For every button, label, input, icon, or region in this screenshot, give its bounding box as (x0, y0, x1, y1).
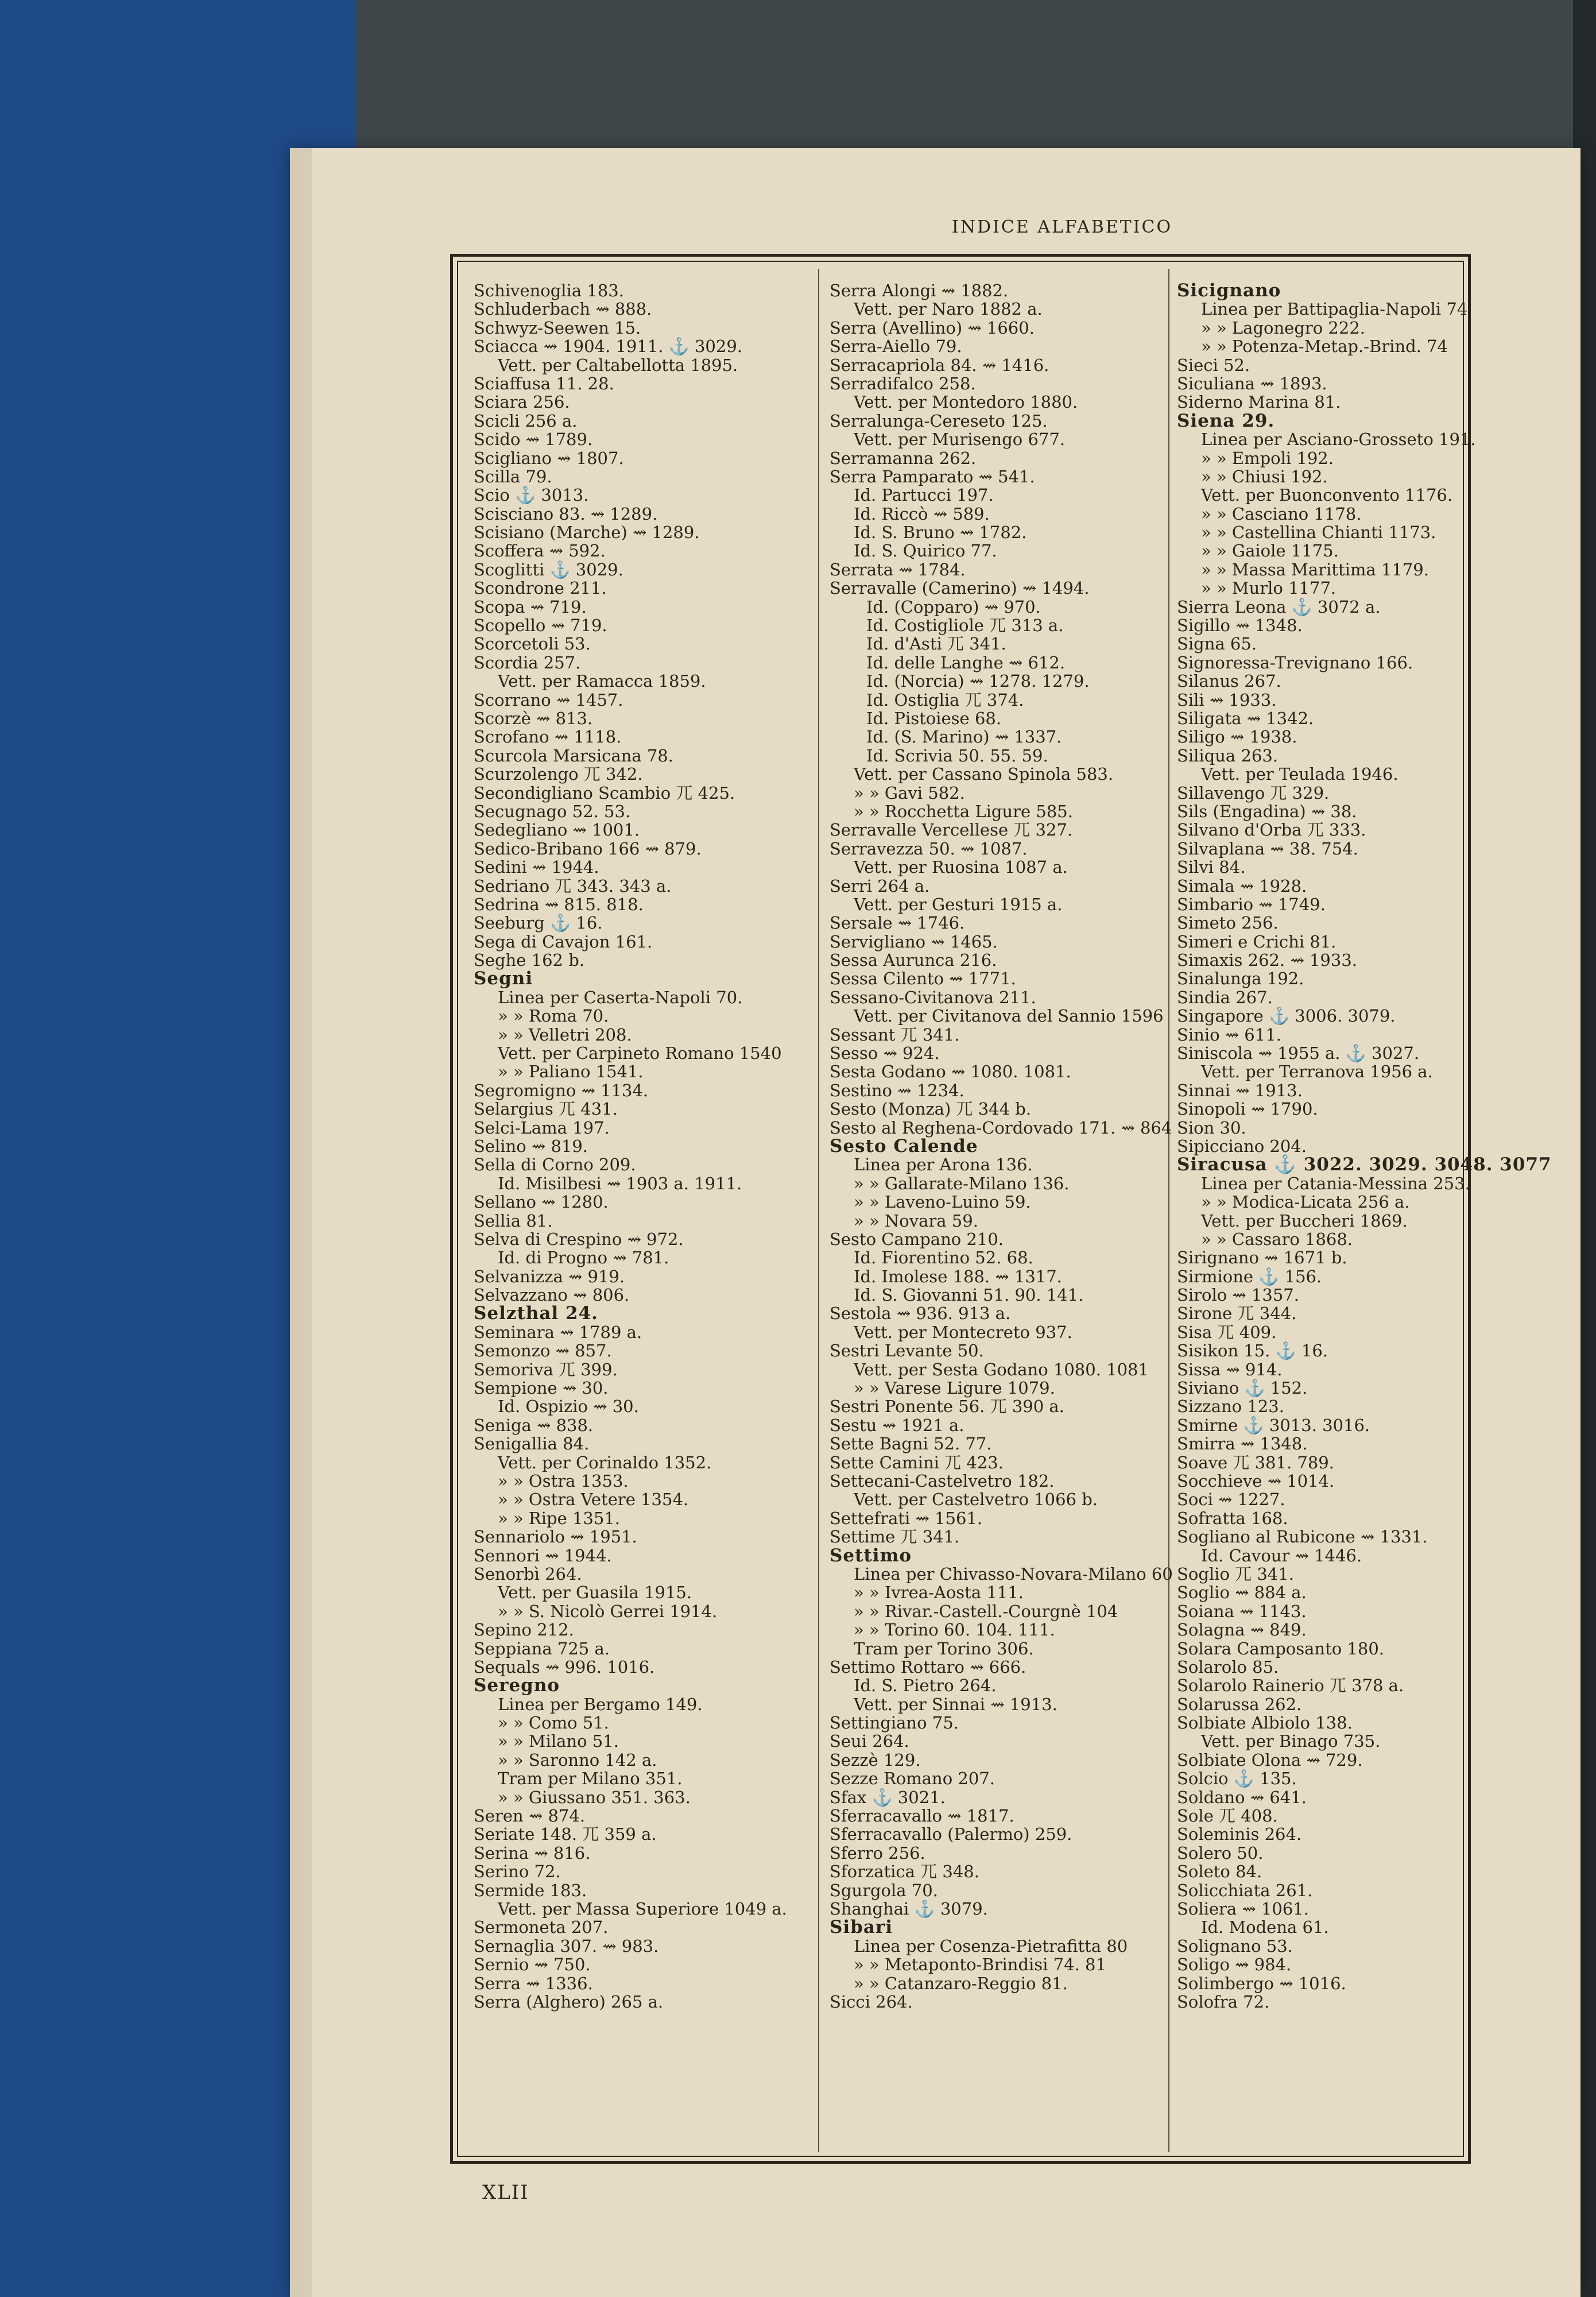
index-entry: Sesso ⇝ 924. (830, 1043, 940, 1064)
index-entry: Serri 264 a. (830, 876, 930, 896)
index-entry: Serralunga-Cereseto 125. (830, 411, 1048, 431)
index-entry: Settefrati ⇝ 1561. (830, 1508, 983, 1528)
index-entry: Selargius 兀 431. (474, 1099, 618, 1119)
index-entry: Secugnago 52. 53. (474, 801, 631, 821)
index-entry: Solara Camposanto 180. (1177, 1638, 1385, 1658)
index-entry: Sennori ⇝ 1944. (474, 1545, 612, 1565)
index-entry: Sion 30. (1177, 1117, 1246, 1138)
index-entry: Selino ⇝ 819. (474, 1136, 588, 1156)
page-number: XLII (482, 2181, 529, 2204)
index-entry: » » Roma 70. (498, 1006, 609, 1026)
index-entry: Sega di Cavajon 161. (474, 931, 653, 952)
index-entry: Sernio ⇝ 750. (474, 1955, 591, 1975)
index-entry: Vett. per Binago 735. (1201, 1731, 1381, 1751)
index-entry: Id. (Copparo) ⇝ 970. (866, 597, 1041, 617)
index-entry: Sessant 兀 341. (830, 1024, 960, 1045)
index-entry: Sieci 52. (1177, 355, 1250, 375)
page-title: INDICE ALFABETICO (951, 217, 1173, 237)
index-entry: Solicchiata 261. (1177, 1880, 1313, 1900)
index-entry: Scorcetoli 53. (474, 634, 591, 654)
index-entry: » » Chiusi 192. (1201, 466, 1328, 486)
index-entry: Settime 兀 341. (830, 1527, 960, 1547)
index-entry: Sferracavallo ⇝ 1817. (830, 1806, 1014, 1826)
index-entry: Selvazzano ⇝ 806. (474, 1285, 630, 1305)
index-entry: Sgurgola 70. (830, 1880, 938, 1900)
index-entry: Seren ⇝ 874. (474, 1806, 586, 1826)
index-entry: Serravalle Vercellese 兀 327. (830, 820, 1073, 840)
index-entry: Siniscola ⇝ 1955 a. ⚓ 3027. (1177, 1043, 1420, 1064)
index-entry: Sole 兀 408. (1177, 1806, 1278, 1826)
index-entry: Linea per Caserta-Napoli 70. (498, 987, 743, 1007)
index-entry: Signa 65. (1177, 634, 1257, 654)
index-entry: Serracapriola 84. ⇝ 1416. (830, 355, 1049, 375)
index-entry: Serra-Aiello 79. (830, 337, 962, 357)
index-entry: Vett. per Teulada 1946. (1201, 764, 1399, 784)
index-entry: Sirmione ⚓ 156. (1177, 1266, 1322, 1286)
index-entry: Sirone 兀 344. (1177, 1304, 1297, 1324)
index-entry: Settecani-Castelvetro 182. (830, 1471, 1055, 1491)
index-entry: Sedriano 兀 343. 343 a. (474, 876, 672, 896)
index-entry: Serra (Alghero) 265 a. (474, 1991, 664, 2012)
index-entry: Servigliano ⇝ 1465. (830, 931, 998, 952)
index-entry: Schluderbach ⇝ 888. (474, 299, 652, 319)
column-divider (1168, 269, 1169, 2152)
index-entry: Sofratta 168. (1177, 1508, 1288, 1528)
index-entry: Vett. per Terranova 1956 a. (1201, 1062, 1433, 1082)
index-entry: Vett. per Montecreto 937. (854, 1322, 1072, 1342)
index-entry: Vett. per Sesta Godano 1080. 1081 (854, 1359, 1149, 1379)
index-entry: Sezzè 129. (830, 1750, 921, 1770)
index-entry: Sinopoli ⇝ 1790. (1177, 1099, 1318, 1119)
index-entry: Id. S. Giovanni 51. 90. 141. (854, 1285, 1084, 1305)
index-entry: » » Ripe 1351. (498, 1508, 620, 1528)
index-entry: Id. Fiorentino 52. 68. (854, 1248, 1033, 1268)
index-entry: » » Murlo 1177. (1201, 578, 1337, 598)
index-entry: Linea per Battipaglia-Napoli 74 (1201, 299, 1468, 319)
index-entry: Senigallia 84. (474, 1434, 590, 1454)
index-entry: Sellano ⇝ 1280. (474, 1192, 609, 1212)
index-entry: Vett. per Ramacca 1859. (498, 671, 706, 691)
index-entry: Solbiate Albiolo 138. (1177, 1713, 1353, 1733)
index-entry: Sedrina ⇝ 815. 818. (474, 894, 644, 914)
index-entry: Sesto al Reghena-Cordovado 171. ⇝ 864 (830, 1117, 1172, 1138)
index-entry: Scondrone 211. (474, 578, 607, 598)
index-entry: Sicignano (1177, 280, 1281, 301)
index-entry: Sestri Ponente 56. 兀 390 a. (830, 1397, 1064, 1417)
index-entry: Vett. per Buccheri 1869. (1201, 1211, 1408, 1231)
index-entry: Sillavengo 兀 329. (1177, 783, 1330, 803)
index-entry: » » Laveno-Luino 59. (854, 1192, 1031, 1212)
index-entry: Sella di Corno 209. (474, 1155, 636, 1175)
index-entry: Scilla 79. (474, 466, 552, 486)
index-entry: Silvaplana ⇝ 38. 754. (1177, 838, 1358, 859)
index-entry: Solcio ⚓ 135. (1177, 1769, 1297, 1789)
index-entry: Linea per Cosenza-Pietrafitta 80 (854, 1936, 1128, 1956)
index-entry: Sirolo ⇝ 1357. (1177, 1285, 1299, 1305)
index-entry: Serramanna 262. (830, 448, 977, 468)
index-entry: Sepino 212. (474, 1620, 574, 1640)
index-entry: Sessa Aurunca 216. (830, 950, 997, 970)
index-entry: » » Velletri 208. (498, 1024, 632, 1045)
index-entry: Scicli 256 a. (474, 411, 578, 431)
index-entry: Sennariolo ⇝ 1951. (474, 1527, 637, 1547)
index-entry: Sinio ⇝ 611. (1177, 1024, 1281, 1045)
index-entry: Sedico-Bribano 166 ⇝ 879. (474, 838, 702, 859)
index-entry: Scio ⚓ 3013. (474, 485, 589, 505)
index-entry: Vett. per Cassano Spinola 583. (854, 764, 1114, 784)
index-entry: Settingiano 75. (830, 1713, 959, 1733)
index-entry: Solignano 53. (1177, 1936, 1293, 1956)
index-entry: Soligo ⇝ 984. (1177, 1955, 1292, 1975)
index-entry: Soglio 兀 341. (1177, 1564, 1294, 1584)
index-entry: Vett. per Guasila 1915. (498, 1583, 692, 1603)
index-entry: » » Castellina Chianti 1173. (1201, 523, 1436, 543)
index-entry: Smirra ⇝ 1348. (1177, 1434, 1308, 1454)
index-entry: Seghe 162 b. (474, 950, 585, 970)
index-entry: Id. Ospizio ⇝ 30. (498, 1397, 639, 1417)
index-entry: Sezze Romano 207. (830, 1769, 995, 1789)
index-entry: Sesto Campano 210. (830, 1229, 1004, 1249)
index-entry: Serra ⇝ 1336. (474, 1973, 593, 1993)
index-entry: Id. Modena 61. (1201, 1917, 1329, 1938)
index-entry: Simala ⇝ 1928. (1177, 876, 1307, 896)
index-entry: Serra Pamparato ⇝ 541. (830, 466, 1035, 486)
index-entry: Vett. per Murisengo 677. (854, 430, 1066, 450)
index-entry: Vett. per Carpineto Romano 1540 (498, 1043, 782, 1064)
index-entry: Sette Camini 兀 423. (830, 1452, 1004, 1472)
index-entry: Settimo (830, 1545, 912, 1566)
index-entry: Id. Cavour ⇝ 1446. (1201, 1545, 1362, 1565)
index-entry: » » Empoli 192. (1201, 448, 1334, 468)
index-entry: Semoriva 兀 399. (474, 1359, 618, 1379)
index-entry: Scigliano ⇝ 1807. (474, 448, 624, 468)
index-entry: Siligata ⇝ 1342. (1177, 708, 1314, 728)
index-entry: Scrofano ⇝ 1118. (474, 727, 622, 747)
index-entry: Sicci 264. (830, 1991, 913, 2012)
index-entry: » » Catanzaro-Reggio 81. (854, 1973, 1068, 1993)
index-entry: Sindia 267. (1177, 987, 1273, 1007)
index-entry: Vett. per Corinaldo 1352. (498, 1452, 712, 1472)
index-entry: Id. S. Quirico 77. (854, 541, 997, 561)
index-entry: » » Lagonegro 222. (1201, 318, 1366, 338)
index-entry: Sette Bagni 52. 77. (830, 1434, 992, 1454)
index-entry: » » Como 51. (498, 1713, 609, 1733)
index-entry: Scoglitti ⚓ 3029. (474, 559, 623, 579)
index-entry: Linea per Asciano-Grosseto 191. (1201, 430, 1476, 450)
index-entry: Sisikon 15. ⚓ 16. (1177, 1341, 1328, 1361)
index-entry: Sigillo ⇝ 1348. (1177, 616, 1303, 636)
index-entry: Sisa 兀 409. (1177, 1322, 1277, 1342)
index-entry: Smirne ⚓ 3013. 3016. (1177, 1415, 1370, 1435)
index-column-1 (474, 281, 807, 2011)
index-entry: Solarolo Rainerio 兀 378 a. (1177, 1676, 1404, 1696)
index-entry: Vett. per Ruosina 1087 a. (854, 857, 1068, 877)
column-divider (818, 269, 819, 2152)
index-entry: Tram per Torino 306. (854, 1638, 1034, 1658)
index-entry: Id. Costigliole 兀 313 a. (866, 616, 1064, 636)
index-entry: » » Saronno 142 a. (498, 1750, 657, 1770)
index-entry: Simbario ⇝ 1749. (1177, 894, 1326, 914)
index-entry: Id. delle Langhe ⇝ 612. (866, 652, 1066, 672)
index-entry: Sermoneta 207. (474, 1917, 609, 1938)
index-entry: Simeto 256. (1177, 913, 1279, 933)
index-entry: » » Massa Marittima 1179. (1201, 559, 1429, 579)
index-entry: Sibari (830, 1917, 893, 1938)
index-entry: Id. Misilbesi ⇝ 1903 a. 1911. (498, 1173, 742, 1193)
index-entry: Id. Scrivia 50. 55. 59. (866, 745, 1048, 765)
index-entry: Scorzè ⇝ 813. (474, 708, 593, 728)
index-entry: Sedegliano ⇝ 1001. (474, 820, 640, 840)
index-entry: » » Rivar.-Castell.-Courgnè 104 (854, 1601, 1118, 1621)
index-entry: Siculiana ⇝ 1893. (1177, 373, 1327, 393)
index-entry: Socchieve ⇝ 1014. (1177, 1471, 1335, 1491)
index-entry: Sesto (Monza) 兀 344 b. (830, 1099, 1032, 1119)
index-entry: Sessa Cilento ⇝ 1771. (830, 969, 1016, 989)
index-entry: Sempione ⇝ 30. (474, 1378, 609, 1398)
index-entry: Id. (Norcia) ⇝ 1278. 1279. (866, 671, 1090, 691)
index-entry: Sferracavallo (Palermo) 259. (830, 1824, 1072, 1844)
index-entry: Vett. per Buonconvento 1176. (1201, 485, 1453, 505)
index-entry: Serra (Avellino) ⇝ 1660. (830, 318, 1035, 338)
index-entry: Solarolo 85. (1177, 1657, 1279, 1677)
index-entry: Vett. per Civitanova del Sannio 1596 (854, 1006, 1164, 1026)
index-entry: Sesta Godano ⇝ 1080. 1081. (830, 1062, 1071, 1082)
index-entry: Selvanizza ⇝ 919. (474, 1266, 625, 1286)
index-entry: Sogliano al Rubicone ⇝ 1331. (1177, 1527, 1428, 1547)
index-entry: Vett. per Montedoro 1880. (854, 392, 1078, 412)
index-entry: Sinnai ⇝ 1913. (1177, 1080, 1303, 1100)
index-entry: Schivenoglia 183. (474, 281, 624, 300)
index-entry: » » Giussano 351. 363. (498, 1787, 691, 1807)
index-entry: » » Ostra Vetere 1354. (498, 1490, 689, 1510)
index-entry: Settimo Rottaro ⇝ 666. (830, 1657, 1026, 1677)
index-entry: Simaxis 262. ⇝ 1933. (1177, 950, 1357, 970)
index-entry: » » Milano 51. (498, 1731, 619, 1751)
index-entry: Vett. per Caltabellotta 1895. (498, 355, 738, 375)
index-entry: Seniga ⇝ 838. (474, 1415, 594, 1435)
index-entry: Soci ⇝ 1227. (1177, 1490, 1285, 1510)
index-entry: Siligo ⇝ 1938. (1177, 727, 1297, 747)
index-entry: Solagna ⇝ 849. (1177, 1620, 1307, 1640)
index-entry: Seminara ⇝ 1789 a. (474, 1322, 642, 1342)
index-entry: Solimbergo ⇝ 1016. (1177, 1973, 1346, 1993)
index-entry: Scisciano 83. ⇝ 1289. (474, 504, 658, 524)
index-entry: Serravezza 50. ⇝ 1087. (830, 838, 1028, 859)
index-entry: Solbiate Olona ⇝ 729. (1177, 1750, 1363, 1770)
index-entry: Siracusa ⚓ 3022. 3029. 3048. 3077 (1177, 1154, 1552, 1175)
index-entry: Id. S. Bruno ⇝ 1782. (854, 523, 1027, 543)
index-entry: » » Metaponto-Brindisi 74. 81 (854, 1955, 1106, 1975)
page-edge (290, 148, 312, 2297)
index-entry: Id. Pistoiese 68. (866, 708, 1002, 728)
index-entry: » » Gallarate-Milano 136. (854, 1173, 1070, 1193)
index-entry: Scisiano (Marche) ⇝ 1289. (474, 523, 700, 543)
index-entry: Soliera ⇝ 1061. (1177, 1898, 1309, 1919)
index-entry: » » Gaiole 1175. (1201, 541, 1339, 561)
index-entry: Id. Ostiglia 兀 374. (866, 690, 1024, 710)
index-entry: Sedini ⇝ 1944. (474, 857, 599, 877)
index-entry: Shanghai ⚓ 3079. (830, 1898, 988, 1919)
index-entry: Sestri Levante 50. (830, 1341, 984, 1361)
index-entry: Sesto Calende (830, 1135, 978, 1157)
index-entry: Segni (474, 968, 533, 989)
index-entry: Tram per Milano 351. (498, 1769, 683, 1789)
index-entry: Siliqua 263. (1177, 745, 1279, 765)
index-entry: Seppiana 725 a. (474, 1638, 610, 1658)
book-page (290, 148, 1580, 2297)
index-entry: » » Paliano 1541. (498, 1062, 644, 1082)
index-entry: Soglio ⇝ 884 a. (1177, 1583, 1307, 1603)
index-entry: Sferro 256. (830, 1843, 925, 1863)
index-entry: Linea per Bergamo 149. (498, 1694, 703, 1714)
index-entry: Soleto 84. (1177, 1862, 1262, 1882)
index-entry: Solero 50. (1177, 1843, 1264, 1863)
index-entry: Selva di Crespino ⇝ 972. (474, 1229, 684, 1249)
index-entry: Vett. per Sinnai ⇝ 1913. (854, 1694, 1057, 1714)
index-entry: Vett. per Naro 1882 a. (854, 299, 1043, 319)
index-entry: » » Gavi 582. (854, 783, 965, 803)
index-entry: Id. di Progno ⇝ 781. (498, 1248, 669, 1268)
index-entry: Scorrano ⇝ 1457. (474, 690, 623, 710)
index-entry: Sciara 256. (474, 392, 570, 412)
index-entry: Sciaffusa 11. 28. (474, 373, 614, 393)
index-entry: Linea per Catania-Messina 253. (1201, 1173, 1470, 1193)
index-entry: Serra Alongi ⇝ 1882. (830, 281, 1009, 300)
index-entry: Scopa ⇝ 719. (474, 597, 587, 617)
index-entry: Sessano-Civitanova 211. (830, 987, 1036, 1007)
index-entry: Sipicciano 204. (1177, 1136, 1307, 1156)
index-entry: Sestu ⇝ 1921 a. (830, 1415, 964, 1435)
index-entry: Id. Imolese 188. ⇝ 1317. (854, 1266, 1062, 1286)
index-entry: Signoressa-Trevignano 166. (1177, 652, 1413, 672)
index-entry: Soleminis 264. (1177, 1824, 1302, 1844)
index-entry: » » S. Nicolò Gerrei 1914. (498, 1601, 718, 1621)
index-entry: Serravalle (Camerino) ⇝ 1494. (830, 578, 1090, 598)
index-entry: Sirignano ⇝ 1671 b. (1177, 1248, 1347, 1268)
index-entry: Sils (Engadina) ⇝ 38. (1177, 801, 1357, 821)
index-entry: Id. (S. Marino) ⇝ 1337. (866, 727, 1062, 747)
index-entry: Sciacca ⇝ 1904. 1911. ⚓ 3029. (474, 337, 743, 357)
index-entry: Sequals ⇝ 996. 1016. (474, 1657, 655, 1677)
index-entry: Vett. per Castelvetro 1066 b. (854, 1490, 1098, 1510)
index-entry: Serino 72. (474, 1862, 561, 1882)
index-entry: » » Ostra 1353. (498, 1471, 629, 1491)
index-column-3 (1177, 280, 1552, 2012)
index-entry: » » Torino 60. 104. 111. (854, 1620, 1055, 1640)
index-entry: » » Casciano 1178. (1201, 504, 1362, 524)
index-entry: » » Potenza-Metap.-Brind. 74 (1201, 337, 1448, 357)
index-entry: Silanus 267. (1177, 671, 1281, 691)
index-entry: Vett. per Massa Superiore 1049 a. (498, 1898, 787, 1919)
index-entry: Silvano d'Orba 兀 333. (1177, 820, 1366, 840)
index-entry: Sestino ⇝ 1234. (830, 1080, 964, 1100)
index-entry: Sili ⇝ 1933. (1177, 690, 1277, 710)
index-entry: Soiana ⇝ 1143. (1177, 1601, 1307, 1621)
index-entry: Id. Partucci 197. (854, 485, 994, 505)
index-entry: Scoffera ⇝ 592. (474, 541, 606, 561)
index-entry: Linea per Arona 136. (854, 1155, 1033, 1175)
index-entry: Sermide 183. (474, 1880, 587, 1900)
index-entry: Sizzano 123. (1177, 1397, 1284, 1417)
index-entry: Seeburg ⚓ 16. (474, 913, 603, 933)
index-entry: Sestola ⇝ 936. 913 a. (830, 1304, 1011, 1324)
index-entry: Senorbì 264. (474, 1564, 582, 1584)
index-entry: Semonzo ⇝ 857. (474, 1341, 612, 1361)
index-entry: Simeri e Crichi 81. (1177, 931, 1337, 952)
index-entry: Sellia 81. (474, 1211, 553, 1231)
index-entry: Singapore ⚓ 3006. 3079. (1177, 1006, 1396, 1026)
index-entry: » » Cassaro 1868. (1201, 1229, 1353, 1249)
index-entry: Scopello ⇝ 719. (474, 616, 607, 636)
index-entry: Id. d'Asti 兀 341. (866, 634, 1006, 654)
index-entry: Linea per Chivasso-Novara-Milano 60 (854, 1564, 1173, 1584)
index-entry: Secondigliano Scambio 兀 425. (474, 783, 735, 803)
index-entry: Sinalunga 192. (1177, 969, 1304, 989)
index-entry: Selci-Lama 197. (474, 1117, 610, 1138)
index-entry: Serina ⇝ 816. (474, 1843, 591, 1863)
index-entry: Vett. per Gesturi 1915 a. (854, 894, 1063, 914)
index-entry: Serrata ⇝ 1784. (830, 559, 966, 579)
index-entry: Soave 兀 381. 789. (1177, 1452, 1334, 1472)
index-entry: Sissa ⇝ 914. (1177, 1359, 1283, 1379)
index-entry: Solarussa 262. (1177, 1694, 1302, 1714)
index-entry: » » Varese Ligure 1079. (854, 1378, 1055, 1398)
index-entry: Selzthal 24. (474, 1303, 598, 1324)
index-entry: Sierra Leona ⚓ 3072 a. (1177, 597, 1381, 617)
index-entry: Silvi 84. (1177, 857, 1246, 877)
index-entry: » » Modica-Licata 256 a. (1201, 1192, 1410, 1212)
index-entry: Solofra 72. (1177, 1991, 1270, 2012)
index-entry: Id. S. Pietro 264. (854, 1676, 997, 1696)
index-entry: Scordia 257. (474, 652, 581, 672)
index-entry: Sernaglia 307. ⇝ 983. (474, 1936, 659, 1956)
index-entry: Scido ⇝ 1789. (474, 430, 593, 450)
index-entry: Siena 29. (1177, 410, 1275, 431)
index-entry: » » Ivrea-Aosta 111. (854, 1583, 1024, 1603)
index-entry: Seriate 148. 兀 359 a. (474, 1824, 657, 1844)
index-entry: » » Rocchetta Ligure 585. (854, 801, 1073, 821)
index-entry: Segromigno ⇝ 1134. (474, 1080, 649, 1100)
index-entry: Sersale ⇝ 1746. (830, 913, 965, 933)
index-entry: Seui 264. (830, 1731, 909, 1751)
index-column-2 (830, 281, 1173, 2012)
index-entry: Siviano ⚓ 152. (1177, 1378, 1308, 1398)
index-entry: Sforzatica 兀 348. (830, 1862, 979, 1882)
index-entry: Scurcola Marsicana 78. (474, 745, 673, 765)
index-entry: Sfax ⚓ 3021. (830, 1787, 946, 1807)
index-entry: Id. Riccò ⇝ 589. (854, 504, 990, 524)
index-entry: Serradifalco 258. (830, 373, 976, 393)
index-entry: Siderno Marina 81. (1177, 392, 1341, 412)
index-entry: Schwyz-Seewen 15. (474, 318, 641, 338)
index-entry: Soldano ⇝ 641. (1177, 1787, 1307, 1807)
index-entry: » » Novara 59. (854, 1211, 978, 1231)
index-entry: Seregno (474, 1675, 560, 1696)
index-entry: Scurzolengo 兀 342. (474, 764, 643, 784)
